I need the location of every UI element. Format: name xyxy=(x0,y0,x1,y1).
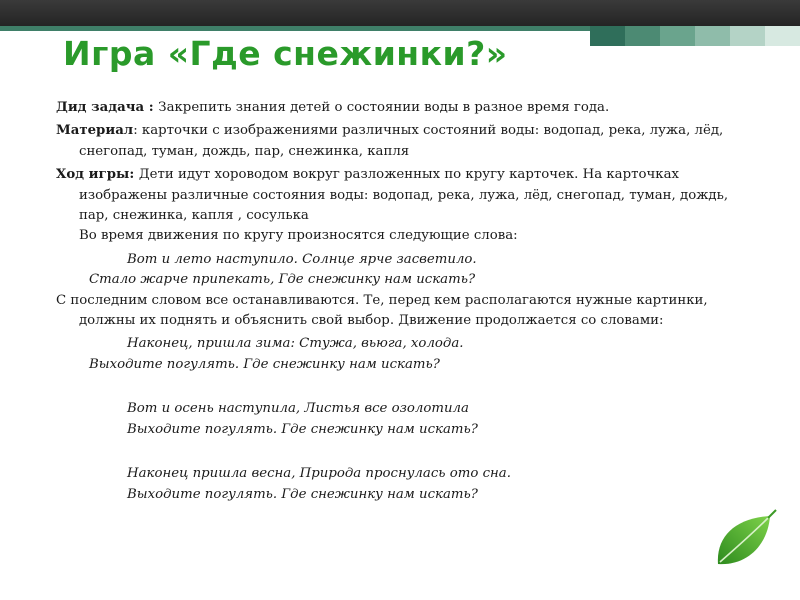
slide-title: Игра «Где снежинки?» xyxy=(63,34,508,73)
verse4-line2: Выходите погулять. Где снежинку нам искать? xyxy=(127,486,478,502)
verse3-line1: Вот и осень наступила, Листья все озолотила xyxy=(127,401,469,417)
course-paragraph xyxy=(56,165,746,247)
green-leaf-icon xyxy=(712,506,784,570)
verse1-line1: Вот и лето наступило. Солнце ярче засветило. xyxy=(127,251,477,267)
slide-content xyxy=(56,98,746,505)
material-label: Материал xyxy=(56,123,134,139)
course-text: Дети идут хороводом вокруг разложенных по кругу карточек. На карточках изображены различные состояния воды: водопад, река, лужа, лёд, снегопад, туман, дождь, пар, снежинка, капля , сосулька xyxy=(79,167,729,224)
task-paragraph xyxy=(56,98,746,118)
top-bar xyxy=(0,0,800,26)
verse1-line2: Стало жарче припекать, Где снежинку нам искать? xyxy=(89,272,476,288)
verse4-line1: Наконец пришла весна, Природа проснулась ото сна. xyxy=(127,466,511,482)
course-label: Ход игры: xyxy=(56,167,139,183)
task-text: Закрепить знания детей о состоянии воды в разное время года. xyxy=(158,100,610,115)
verse3-line2: Выходите погулять. Где снежинку нам искать? xyxy=(127,421,478,437)
verse2-line2: Выходите погулять. Где снежинку нам искать? xyxy=(89,356,440,372)
after-paragraph: С последним словом все останавливаются. Те, перед кем располагаются нужные картинки, должны их поднять и объяснить свой выбор. Движение продолжается со словами: xyxy=(56,292,708,329)
task-label: Дид задача : xyxy=(56,100,159,115)
top-bar-stripes xyxy=(590,26,800,46)
verse2-line1: Наконец, пришла зима: Стужа, вьюга, холода. xyxy=(127,336,464,352)
course-note: Во время движения по кругу произносятся следующие слова: xyxy=(79,228,518,244)
material-text: : карточки с изображениями различных состояний воды: водопад, река, лужа, лёд, снегопад, туман, дождь, пар, снежинка, капля xyxy=(79,123,724,159)
material-paragraph xyxy=(56,121,746,162)
